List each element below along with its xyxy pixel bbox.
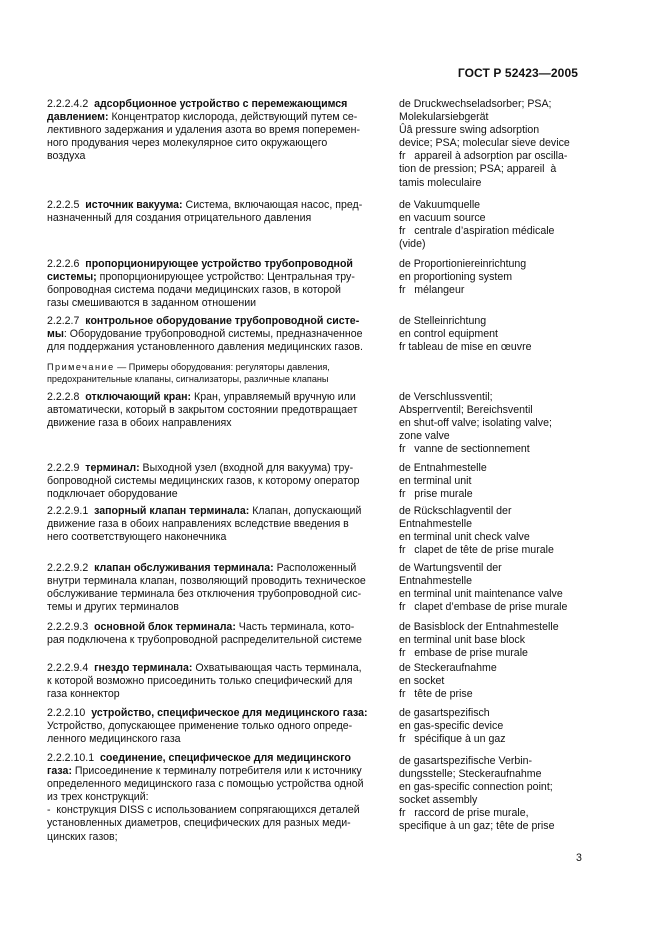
entry-translations: de Wartungsventil der Entnahmestelle en terminal unit maintenance valve fr clapet d’embase de prise murale [399, 562, 568, 614]
entry-translations: de Steckeraufnahme en socket fr tête de prise [399, 662, 497, 701]
entry-translations: de Stelleinrichtung en control equipment fr tableau de mise en œuvre [399, 315, 532, 354]
entry-definition: 2.2.2.7 контрольное оборудование трубопроводной систе- мы: Оборудование трубопроводной системы, предназначенное для поддержания установленного давления медицинских газов. [47, 315, 363, 354]
entry-translations: de Vakuumquelle en vacuum source fr centrale d’aspiration médicale (vide) [399, 199, 555, 251]
entry-definition: 2.2.2.9.2 клапан обслуживания терминала: Расположенный внутри терминала клапан, позволяющий проводить техническое обслуживание терминала без отключения трубопроводной сис- темы и других терминалов [47, 562, 366, 614]
entry-definition: 2.2.2.8 отключающий кран: Кран, управляемый вручную или автоматически, который в закрытом состоянии предотвращает движение газа в обоих направлениях [47, 391, 358, 430]
entry-definition: 2.2.2.9.4 гнездо терминала: Охватывающая часть терминала, к которой возможно присоединить только специфический для газа коннектор [47, 662, 362, 701]
entry-definition: 2.2.2.5 источник вакуума: Система, включающая насос, пред- назначенный для создания отрицательного давления [47, 199, 363, 225]
page-number: 3 [576, 852, 582, 864]
entry-translations: de Proportioniereinrichtung en proportioning system fr mélangeur [399, 258, 527, 297]
entry-definition: 2.2.2.4.2 адсорбционное устройство с перемежающимся давлением: Концентратор кислорода, действующий путем се- лективного задержания и удаления азота во время поперемен- ного продувания через молекулярное сито окружающего воздуха [47, 98, 361, 163]
entry-definition: 2.2.2.10.1 соединение, специфическое для медицинского газа: Присоединение к терминалу потребителя или к источнику определенного медицинского газа с помощью устройства одной из трех конструкций: - конструкция DISS с использованием сопрягающихся деталей установленных диаметров, специфических для разных меди- цинских газов; [47, 752, 364, 843]
entry-translations: de Druckwechseladsorber; PSA; Molekularsiebgerät Ûâ pressure swing adsorption device; PSA; molecular sieve device fr appareil à adsorption par oscilla- tion de pression; PSA; appareil à tamis moleculaire [399, 98, 570, 189]
entry-definition: 2.2.2.9.1 запорный клапан терминала: Клапан, допускающий движение газа в обоих направлениях вследствие введения в него соответствующего наконечника [47, 505, 362, 544]
entry-translations: de gasartspezifisch en gas-specific device fr spécifique à un gaz [399, 707, 506, 746]
entry-definition: 2.2.2.9 терминал: Выходной узел (входной для вакуума) тру- бопроводной системы медицинских газов, к которому оператор подключает оборудование [47, 462, 360, 501]
entry-translations: de gasartspezifische Verbin- dungsstelle; Steckeraufnahme en gas-specific connection point; socket assembly fr raccord de prise murale, specifique à un gaz; tête de prise [399, 755, 555, 833]
entry-definition: 2.2.2.9.3 основной блок терминала: Часть терминала, кото- рая подключена к трубопроводной распределительной системе [47, 621, 362, 647]
note: Примечание — Примеры оборудования: регуляторы давления, предохранительные клапаны, сигнализаторы, различные клапаны [47, 362, 330, 384]
entry-translations: de Basisblock der Entnahmestelle en terminal unit base block fr embase de prise murale [399, 621, 559, 660]
entry-definition: 2.2.2.10 устройство, специфическое для медицинского газа: Устройство, допускающее применение только одного опреде- ленного медицинского газа [47, 707, 368, 746]
document-code: ГОСТ Р 52423—2005 [457, 66, 578, 80]
entry-translations: de Verschlussventil; Absperrventil; Bereichsventil en shut-off valve; isolating valve; zone valve fr vanne de sectionnement [399, 391, 552, 456]
entry-translations: de Entnahmestelle en terminal unit fr prise murale [399, 462, 487, 501]
term-name: адсорбционное устройство с перемежающимся [94, 98, 348, 110]
entry-translations: de Rückschlagventil der Entnahmestelle en terminal unit check valve fr clapet de tête de prise murale [399, 505, 554, 557]
entry-definition: 2.2.2.6 пропорционирующее устройство трубопроводной системы; пропорционирующее устройство: Центральная тру- бопроводная система подачи медицинских газов, в которой газы смешиваются в заданном отношении [47, 258, 355, 310]
